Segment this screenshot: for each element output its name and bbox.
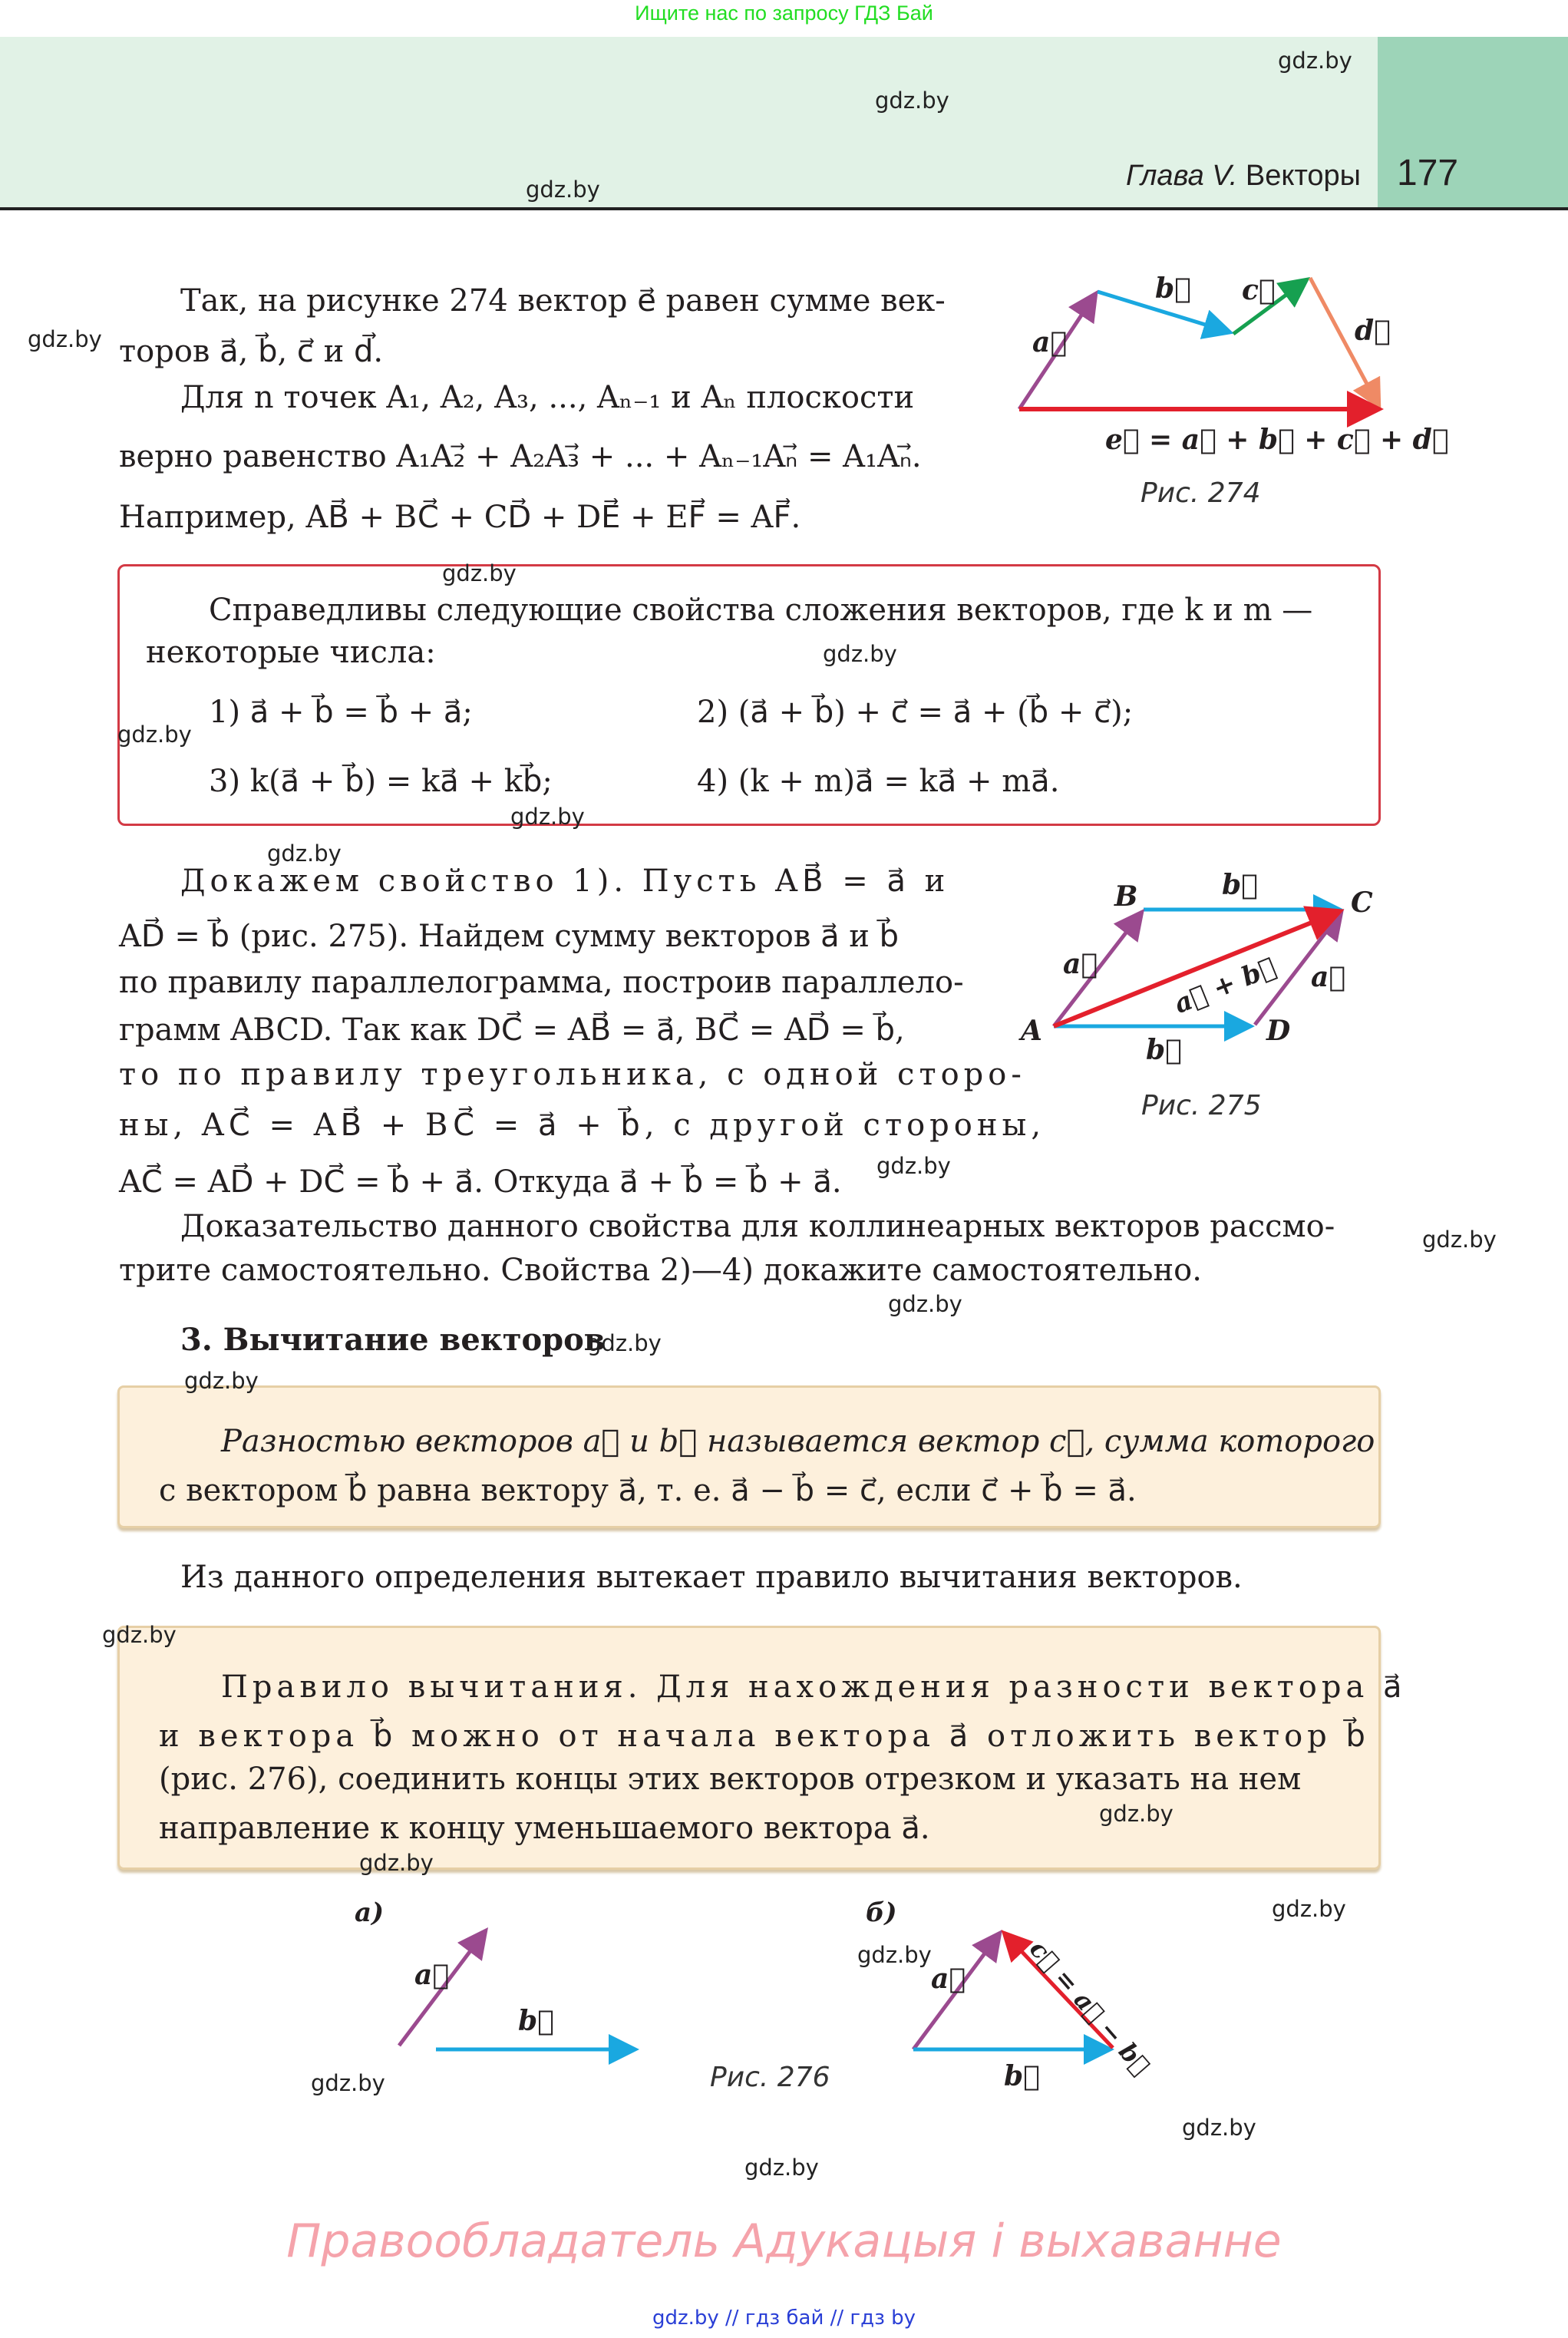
label-a-right: a⃗	[1311, 961, 1345, 993]
text-line: ны, AC⃗ = AB⃗ + BC⃗ = a⃗ + b⃗, с другой стороны,	[119, 1108, 1046, 1143]
point-C: C	[1351, 887, 1373, 919]
watermark: gdz.by	[587, 1330, 662, 1356]
watermark: gdz.by	[1272, 1896, 1346, 1922]
text-line: (рис. 276), соединить концы этих векторов отрезком и указать на нем	[159, 1762, 1302, 1797]
label-part-a: а)	[355, 1897, 385, 1928]
point-A: A	[1021, 1015, 1042, 1047]
label-d: d⃗	[1355, 315, 1391, 347]
label-c: c⃗	[1242, 274, 1276, 306]
watermark: gdz.by	[1099, 1801, 1174, 1827]
copyright-watermark: Правообладатель Адукацыя і выхаванне	[286, 2214, 1282, 2268]
chapter-label: Глава V.	[1126, 160, 1238, 192]
text-line: Доказательство данного свойства для коллинеарных векторов рассмо-	[180, 1209, 1335, 1244]
label-b-top: b⃗	[1222, 869, 1258, 901]
watermark: gdz.by	[888, 1291, 962, 1317]
watermark: gdz.by	[744, 2155, 819, 2181]
chapter-name: Векторы	[1245, 160, 1361, 192]
watermark: gdz.by	[876, 1153, 951, 1179]
watermark: gdz.by	[526, 177, 600, 203]
text-line: Из данного определения вытекает правило вычитания векторов.	[180, 1560, 1243, 1595]
figure-274	[1019, 272, 1448, 456]
text-line: Так, на рисунке 274 вектор e⃗ равен сумме век-	[180, 283, 946, 319]
watermark: gdz.by	[1182, 2115, 1256, 2141]
text-line: AC⃗ = AD⃗ + DC⃗ = b⃗ + a⃗. Откуда a⃗ + b⃗ = b⃗ + a⃗.	[119, 1164, 842, 1200]
label-c: c⃗ = a⃗ − b⃗	[1023, 1934, 1156, 2081]
label-part-b: б)	[866, 1897, 897, 1928]
figure-caption: Рис. 276	[710, 2062, 830, 2093]
footer-links[interactable]: gdz.by // гдз бай // гдз by	[652, 2307, 916, 2330]
watermark: gdz.by	[117, 722, 192, 748]
watermark: gdz.by	[267, 840, 342, 867]
figure-caption: Рис. 275	[1141, 1090, 1262, 1121]
label-a: a⃗	[1032, 326, 1067, 358]
watermark: gdz.by	[1278, 48, 1352, 74]
figure-caption: Рис. 274	[1141, 477, 1261, 509]
text-line: Например, AB⃗ + BC⃗ + CD⃗ + DE⃗ + EF⃗ = AF⃗.	[119, 500, 801, 535]
label-b-bottom: b⃗	[1146, 1034, 1182, 1066]
text-line: грамм ABCD. Так как DC⃗ = AB⃗ = a⃗, BC⃗ = AD⃗ = b⃗,	[119, 1012, 905, 1048]
figure-275	[1018, 869, 1373, 1066]
label-a: a⃗	[414, 1959, 449, 1991]
watermark: gdz.by	[102, 1622, 177, 1648]
watermark: gdz.by	[857, 1942, 932, 1968]
text-line: некоторые числа:	[146, 635, 436, 670]
text-line: по правилу параллелограмма, построив параллело-	[119, 965, 964, 1000]
text-line: трите самостоятельно. Свойства 2)—4) докажите самостоятельно.	[119, 1253, 1202, 1288]
label-a2: a⃗	[931, 1963, 966, 1995]
watermark: gdz.by	[875, 88, 949, 114]
text-line: торов a⃗, b⃗, c⃗ и d⃗.	[119, 334, 384, 369]
text-line: с вектором b⃗ равна вектору a⃗, т. е. a⃗ − b⃗ = c⃗, если c⃗ + b⃗ = a⃗.	[159, 1473, 1137, 1508]
watermark: gdz.by	[359, 1850, 434, 1876]
label-b: b⃗	[518, 2005, 554, 2037]
text-line: Правило вычитания. Для нахождения разности вектора a⃗	[221, 1669, 1407, 1705]
text-line: AD⃗ = b⃗ (рис. 275). Найдем сумму векторов a⃗ и b⃗	[119, 919, 900, 954]
page-number: 177	[1397, 153, 1459, 193]
property-1: 1) a⃗ + b⃗ = b⃗ + a⃗;	[209, 695, 473, 730]
watermark: gdz.by	[510, 804, 585, 830]
top-banner[interactable]: Ищите нас по запросу ГДЗ Бай	[635, 2, 933, 25]
text-line: Докажем свойство 1). Пусть AB⃗ = a⃗ и	[180, 864, 950, 899]
property-2: 2) (a⃗ + b⃗) + c⃗ = a⃗ + (b⃗ + c⃗);	[697, 695, 1134, 730]
text-line: Справедливы следующие свойства сложения векторов, где k и m —	[209, 593, 1313, 628]
point-B: B	[1114, 880, 1138, 913]
watermark: gdz.by	[442, 560, 517, 586]
watermark: gdz.by	[184, 1368, 259, 1394]
text-line: верно равенство A₁A₂⃗ + A₂A₃⃗ + ... + Aₙ₋₁Aₙ⃗ = A₁Aₙ⃗.	[119, 439, 922, 474]
watermark: gdz.by	[311, 2070, 385, 2096]
label-b: b⃗	[1155, 272, 1191, 305]
property-4: 4) (k + m)a⃗ = ka⃗ + ma⃗.	[697, 764, 1060, 799]
label-b2: b⃗	[1004, 2060, 1040, 2092]
watermark: gdz.by	[1422, 1227, 1497, 1253]
text-line: направление к концу уменьшаемого вектора a⃗.	[159, 1811, 930, 1846]
label-sum: a⃗ + b⃗	[1170, 951, 1280, 1020]
equation: e⃗ = a⃗ + b⃗ + c⃗ + d⃗	[1105, 424, 1449, 456]
chapter-title	[1126, 160, 1361, 193]
property-3: 3) k(a⃗ + b⃗) = ka⃗ + kb⃗;	[209, 764, 553, 799]
text-line: то по правилу треугольника, с одной сторо-	[119, 1057, 1026, 1092]
text-line: и вектора b⃗ можно от начала вектора a⃗ отложить вектор b⃗	[159, 1719, 1370, 1754]
watermark: gdz.by	[28, 326, 102, 352]
text-line: Разностью векторов a⃗ и b⃗ называется вектор c⃗, сумма которого	[221, 1424, 1375, 1459]
text-line: Для n точек A₁, A₂, A₃, ..., Aₙ₋₁ и Aₙ плоскости	[180, 380, 915, 415]
label-a-left: a⃗	[1063, 948, 1098, 980]
point-D: D	[1266, 1015, 1291, 1047]
watermark: gdz.by	[823, 641, 897, 667]
section-heading: 3. Вычитание векторов	[180, 1322, 606, 1358]
